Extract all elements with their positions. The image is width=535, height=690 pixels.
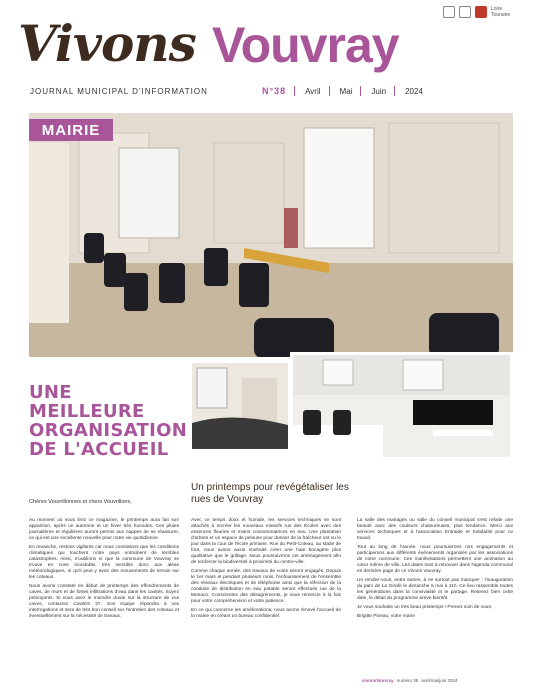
issue-month-3: Juin	[371, 86, 387, 96]
council-room-photo	[29, 113, 513, 357]
paragraph: Comme chaque année, des travaux de voirie seront engagés. Depuis le 1er mars et pendant plusieurs mois, l'enfouissement de l'ensemble des réseaux électriques et de téléphonie ainsi que la réfection de la conduite de distribution en eau potable seront effectués rue de la Monaco. Conscientes des désagréments, je vous remercie à la fois pour votre compréhension et votre patience.	[191, 569, 341, 604]
reception-desk-photo	[192, 363, 288, 449]
masthead	[18, 14, 517, 84]
paragraph: Avec ce temps doux et humide, les services techniques se sont attachés à recréer les nouveaux massifs rue des Écoles avec des essences fleuries et moins consommatrices en eau. Une plantation d'arbres et un espace de pelouse pour donner de la fraîcheur ont vu le jour dans la cour de l'école primaire. Rue du Petit-Coteau, au stade de foot, nous avons aussi souhaité créer une haie bocagère plus qualitative que le grillage. Nous poursuivrons cet aménagement afin de renforcer la biodiversité à proximité du centre-ville.	[191, 518, 341, 565]
article-headline: UNE MEILLEURE ORGANISATION DE L'ACCUEIL	[29, 382, 188, 460]
office-photo	[290, 352, 513, 460]
loire-touraine-logo: Loire Touraine	[491, 6, 511, 18]
salutation: Chères Vouvrillonnes et chers Vouvrillons,	[29, 499, 132, 505]
paragraph: Tout au long de l'année, nous poursuivrons nos engagements et participerons aux différents événements organisés par les associations de notre commune. Ces manifestations permettent une animation au cœur même de ville. Les dates sont à retrouver dans l'agenda communal en dernière page de ce Vivons Vouvray.	[357, 545, 513, 574]
article-subheadline: Un printemps pour revégétaliser les rues de Vouvray	[191, 482, 349, 505]
paragraph: En ce qui concerne les améliorations, nous avons rénové l'accueil de la mairie en créant un bureau confidentiel.	[191, 608, 341, 619]
divider	[394, 86, 395, 96]
issue-number: N°38	[262, 86, 287, 96]
paragraph: Au moment où vous lirez ce magazine, le printemps aura fait son apparition, après un automne et un hiver très humides. Ces pluies journalières et régulières auront permis aux nappes de se réassurer, ce qui est une excellente nouvelle pour notre vie quotidienne.	[29, 518, 179, 541]
journal-subtitle: JOURNAL MUNICIPAL D'INFORMATION	[30, 86, 208, 96]
masthead-vivons: Vivons	[18, 14, 196, 73]
editorial-column-2	[191, 518, 341, 623]
masthead-subheader	[30, 84, 517, 98]
editorial-column-3	[357, 518, 513, 623]
section-tag: MAIRIE	[29, 119, 113, 141]
issue-month-1: Avril	[305, 86, 321, 96]
paragraph: En revanche, restons vigilants car nous constatons que les conditions climatiques qui touchent notre pays entraînent de terribles catastrophes. Ainsi, n'oublions ni que la commune de Vouvray se trouve en zone inondable, très sensible donc aux aléas météorologiques, ni qu'il peut y avoir des mouvements de terrain sur les coteaux.	[29, 545, 179, 580]
divider	[294, 86, 295, 96]
footer-issue: numéro 38	[396, 678, 419, 683]
page-footer	[362, 678, 457, 683]
paragraph: Un rendez-vous, entre autres, à ne surtout pas manquer : l'inauguration du parc de La Girafe le dimanche 5 mai à 11h. Ce lieu rassemble toutes les générations dans la convivialité et le partage. Retenez bien cette date, le détail du programme arrive bientôt.	[357, 578, 513, 601]
issue-year: 2024	[405, 86, 423, 96]
paragraph: La salle des mariages ou salle du conseil municipal s'est refaite une beauté avec des couleurs chaleureuses, plus tendance. Merci aux services techniques et à l'association Entraide et Solidarité pour ce travail.	[357, 518, 513, 541]
editorial-column-1	[29, 518, 179, 623]
footer-period: avril/mai/juin 2024	[421, 678, 458, 683]
divider	[329, 86, 330, 96]
issue-month-2: Mai	[339, 86, 353, 96]
paragraph: Je vous souhaite un très beau printemps ! Prenez soin de vous,	[357, 605, 493, 610]
paragraph: Nous avons constaté en début de printemps des effondrements de caves, de murs et de fortes infiltrations d'eau dans les cavités. Soyez prévoyants. Si vous avez le moindre doute sur la structure de vos caves, contactez CavitéS 37. Son équipe répondra à vos interrogations et sera de très bon conseil sur l'entretien des coteaux et éventuellement sur la nécessité de travaux.	[29, 584, 179, 619]
signature: Brigitte Pineau, votre maire	[357, 614, 415, 619]
masthead-vouvray: Vouvray	[212, 17, 399, 73]
footer-brand: vivonsVouvray	[362, 678, 394, 683]
divider	[360, 86, 361, 96]
